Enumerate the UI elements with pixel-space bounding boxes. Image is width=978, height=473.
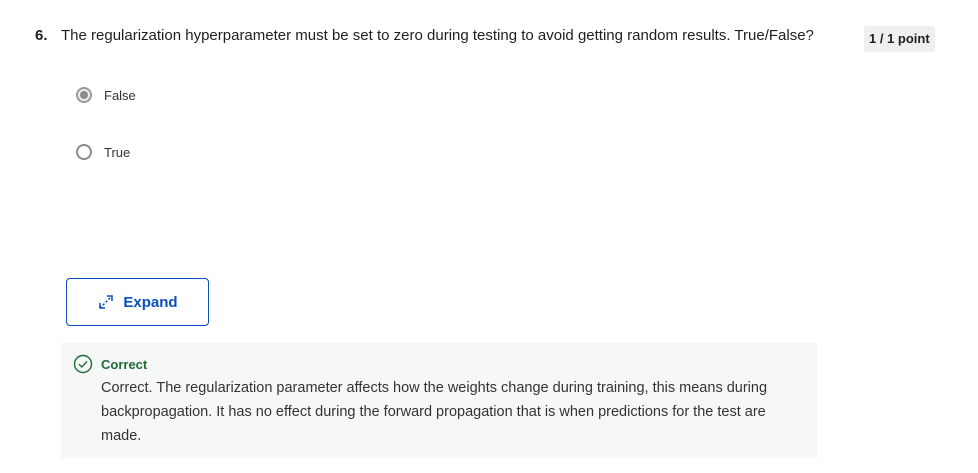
option-false[interactable]: [76, 87, 136, 103]
check-circle-icon: [73, 354, 93, 374]
points-badge: 1 / 1 point: [864, 26, 935, 52]
option-true[interactable]: [76, 144, 130, 160]
feedback-status: Correct: [101, 357, 148, 372]
expand-button[interactable]: [66, 278, 209, 326]
question-text: The regularization hyperparameter must be set to zero during testing to avoid getting random results. True/False?: [61, 27, 814, 44]
question-number: 6.: [35, 27, 48, 44]
radio-button-selected[interactable]: [76, 87, 92, 103]
feedback-panel: [61, 343, 817, 458]
option-label: True: [104, 144, 131, 160]
radio-button[interactable]: [76, 144, 92, 160]
feedback-message: Correct. The regularization parameter affects how the weights change during training, this means during backpropagation. It has no effect during the forward propagation that is when predictions for the test are made.: [101, 380, 768, 444]
expand-arrows-icon: [97, 293, 115, 311]
option-label: False: [104, 87, 136, 103]
expand-label: Expand: [123, 293, 178, 311]
